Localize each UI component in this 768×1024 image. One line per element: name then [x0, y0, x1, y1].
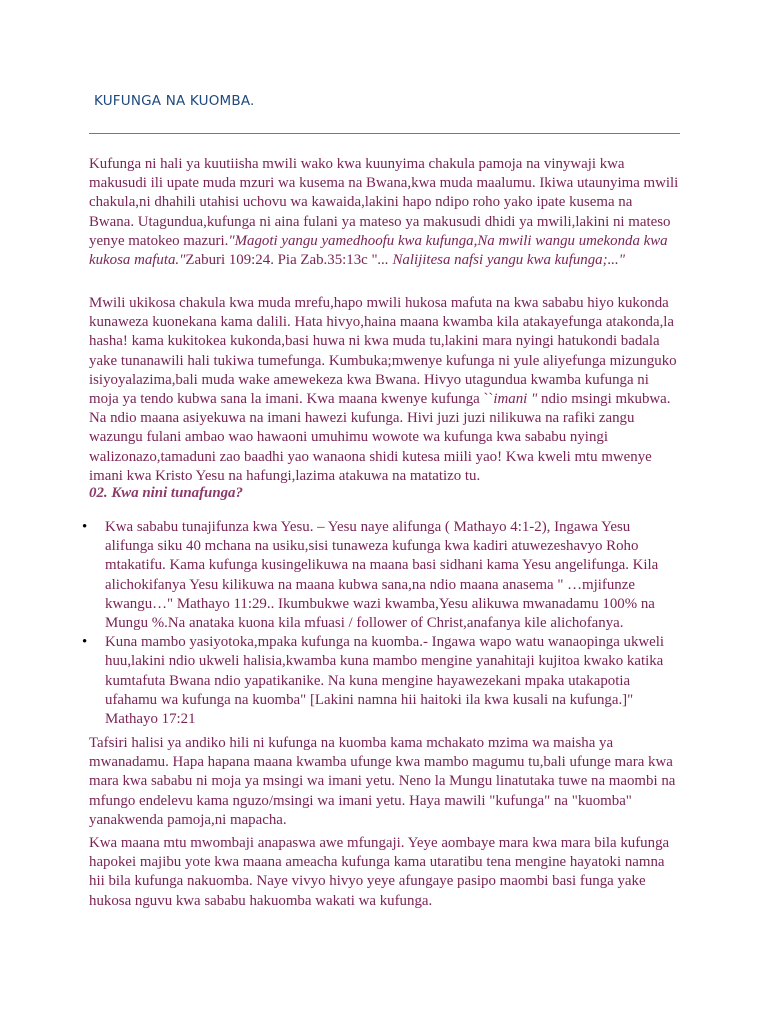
list-item — [82, 518, 682, 633]
paragraph-2-text-b: ndio msingi mkubwa. Na ndio maana asiyekuwa na imani hawezi kufunga. Hivi juzi juzi nilikuwa na rafiki zangu wazungu fulani ambao wao hawaoni umuhimu wowote wa kufunga kwa sababu nyingi walizonazo,tamaduni zao baadhi yao wanaona shidi kutesa miili yao! Kwa kweli mtu mwenye imani kwa Kristo Yesu na hafungi,lazima atakuwa na matatizo tu. — [89, 391, 671, 484]
bullet-icon: • — [82, 519, 88, 535]
paragraph-3: Tafsiri halisi ya andiko hili ni kufunga na kuomba kama mchakato mzima wa maisha ya mwanadamu. Hapa hapana maana kwamba ufunge kwa mambo magumu tu,bali ufunge mara kwa mara kwa sababu ni moja ya msingi wa imani yetu. Neno la Mungu linatutaka tuwe na maombi na mfungo endelevu kama nguzo/msingi wa imani yetu. Haya mawili "kufunga" na "kuomba" yanakwenda pamoja,ni mapacha. — [89, 735, 676, 828]
reasons-list — [82, 518, 682, 729]
paragraph-1-reference: Zaburi 109:24. Pia Zab.35:13c " — [185, 252, 378, 269]
paragraph-1 — [89, 155, 681, 270]
paragraph-1-quote: "Magoti yangu yamedhoofu kwa kufunga,Na mwili wangu umekonda kwa kukosa mafuta." — [89, 232, 668, 269]
title-divider — [89, 133, 680, 134]
paragraph-2-imani: imani " — [493, 391, 538, 408]
bullet-icon: • — [82, 634, 88, 651]
paragraph-2-text-a: Mwili ukikosa chakula kwa muda mrefu,hapo mwili hukosa mafuta na kwa sababu hiyo kukonda kunaweza kuonekana kama dalili. Hata hivyo,haina maana kwamba kila atakayefunga atakonda,la hasha! kama kukitokea kukonda,basi huwa ni kwa muda tu,lakini mara nyingi hatukondi badala yake tunanawili hali tukiwa tumefunga. Kumbuka;mwenye kufunga ni yule aliyefunga mizunguko isiyoyalazima,bali muda wake amewekeza kwa Bwana. Hivyo utagundua kwamba kufunga ni moja ya tendo kubwa sana la imani. Kwa maana kwenye kufunga `` — [89, 295, 677, 408]
paragraph-1-quote-2: ... Nalijitesa nafsi yangu kwa kufunga;..." — [377, 252, 625, 269]
document-title: KUFUNGA NA KUOMBA. — [94, 93, 255, 109]
paragraph-4: Kwa maana mtu mwombaji anapaswa awe mfungaji. Yeye aombaye mara kwa mara bila kufunga hapokei majibu yote kwa maana ameacha kufunga kama utaratibu tena mengine hayatoki namna hii bila kufunga nakuomba. Naye vivyo hivyo yeye afungaye pasipo maombi basi funga yake hukosa nguvu kwa sababu hakuomba wakati wa kufunga. — [89, 835, 670, 909]
list-item-text: Kuna mambo yasiyotoka,mpaka kufunga na kuomba.- Ingawa wapo watu wanaopinga ukweli huu,lakini ndio ukweli halisia,kwamba kuna mambo mengine yanahitaji kujitoa kwako katika kumtafuta Bwana ndio yapatikanike. Na kuna mengine hayawezekani mpaka utakapotia ufahamu wa kufunga na kuomba" [Lakini namna hii haitoki ila kwa kusali na kufunga.]" Mathayo 17:21 — [105, 634, 665, 728]
list-item — [82, 633, 682, 729]
list-item-text: Kwa sababu tunajifunza kwa Yesu. – Yesu naye alifunga ( Mathayo 4:1-2), Ingawa Yesu alifunga siku 40 mchana na usiku,sisi tunaweza kufunga kwa kadiri atuwezeshavyo Roho mtakatifu. Kama kufunga kusingelikuwa na maana basi sidhani kama Yesu angelifunga. Kila alichokifanya Yesu kilikuwa na maana kubwa sana,na ndio maana anasema " …mjifunze kwangu…" Mathayo 11:29.. Ikumbukwe wazi kwamba,Yesu alikuwa mwanadamu 100% na Mungu %.Na anataka kuona kila mfuasi / follower of Christ,anafanya kile alichofanya. — [105, 519, 659, 632]
section-heading: 02. Kwa nini tunafunga? — [89, 485, 243, 501]
paragraph-2 — [89, 294, 681, 486]
paragraph-1-text: Kufunga ni hali ya kuutiisha mwili wako kwa kuunyima chakula pamoja na vinywaji kwa makusudi ili upate muda mzuri wa kusema na Bwana,kwa muda maalumu. Ikiwa utaunyima mwili chakula,ni dhahili utahisi uchovu wa kawaida,lakini hapo ndipo roho yako ipate kusema na Bwana. Utagundua,kufunga ni aina fulani ya mateso ya makusudi dhidi ya mwili,lakini ni mateso yenye matokeo mazuri. — [89, 156, 679, 249]
